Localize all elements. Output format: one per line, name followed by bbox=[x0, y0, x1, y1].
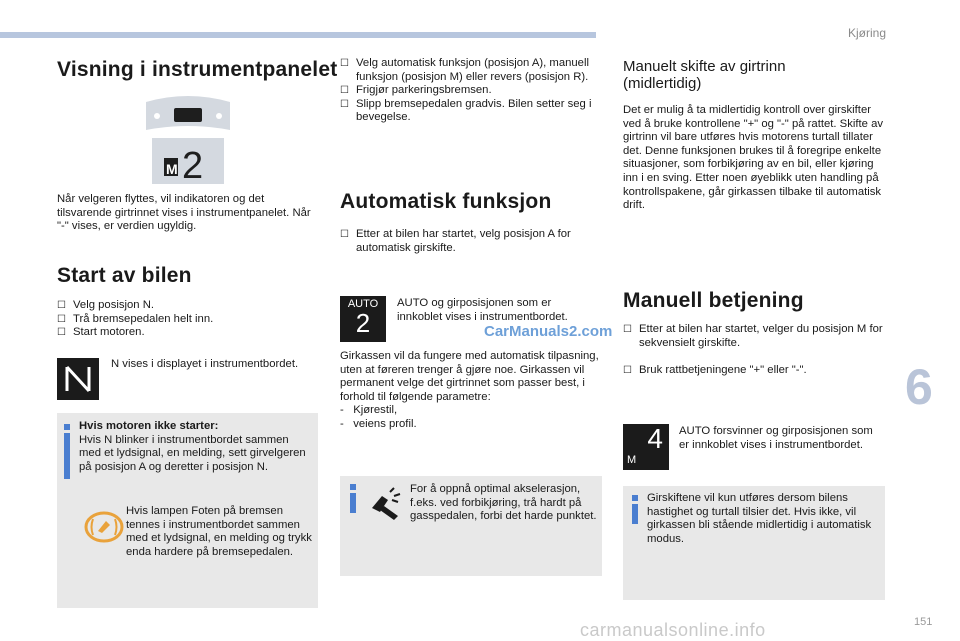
title-temp: Manuelt skifte av girtrinn (midlertidig) bbox=[623, 58, 786, 92]
manual-display-text: AUTO forsvinner og girposisjonen som er innkoblet vises i instrumentbordet. bbox=[679, 425, 873, 451]
checkbox-icon: ☐ bbox=[57, 313, 66, 325]
checkbox-icon: ☐ bbox=[623, 365, 632, 377]
list-item: ☐ Slipp bremsepedalen gradvis. Bilen setter seg i bevegelse. bbox=[340, 97, 592, 124]
checkbox-icon: ☐ bbox=[623, 324, 632, 335]
intro-steps bbox=[340, 57, 598, 125]
tip-text: For å oppnå optimal akselerasjon, f.eks. ved forbikjøring, trå hardt på gasspedalen, forbi det harde punktet. bbox=[410, 483, 597, 523]
list-item: ☐ Bruk rattbetjeningene "+" eller "-". bbox=[623, 364, 807, 377]
n-gear-icon bbox=[57, 358, 99, 400]
title-start: Start av bilen bbox=[57, 264, 192, 287]
foot-brake-text: Hvis lampen Foten på bremsen tennes i instrumentbordet sammen med et lydsignal, en melding og trykk enda hardere på bremsepedalen. bbox=[126, 505, 312, 558]
watermark: CarManuals2.com bbox=[484, 323, 613, 340]
footer-watermark: carmanualsonline.info bbox=[580, 620, 766, 640]
temp-text: Det er mulig å ta midlertidig kontroll over girskifter ved å bruke kontrollene "+" og "-" på rattet. Skifte av girtrinn vil bare utføres hvis motorens turtall tillater det. Denne funksjonen brukes til å foregripe enkelte situasjoner, som forbikjøring av en bil, eller kjøring inn i en sving. Etter noen øyeblikk uten handling på kontrollspakene, går girkassen tilbake til automatisk drift. bbox=[623, 104, 884, 212]
list-item: ☐ Velg posisjon N. bbox=[57, 299, 155, 311]
title-auto: Automatisk funksjon bbox=[340, 190, 552, 213]
brake-warning-icon bbox=[84, 511, 124, 543]
auto-step bbox=[340, 228, 602, 255]
checkbox-icon: ☐ bbox=[340, 85, 349, 97]
list-item: - Kjørestil, bbox=[340, 404, 398, 417]
list-item: ☐ Trå bremsepedalen helt inn. bbox=[57, 312, 214, 325]
auto-gear-icon: AUTO 2 bbox=[340, 296, 386, 342]
instrument-display-icon bbox=[140, 96, 236, 186]
list-item: ☐ Etter at bilen har startet, velger du posisjon M for sekvensielt girskifte. bbox=[623, 323, 883, 349]
title-display: Visning i instrumentpanelet bbox=[57, 58, 338, 81]
list-item: ☐ Velg automatisk funksjon (posisjon A), manuell funksjon (posisjon M) eller revers (posisjon R). bbox=[340, 57, 589, 83]
checkbox-icon: ☐ bbox=[57, 300, 66, 311]
checkbox-icon: ☐ bbox=[340, 98, 349, 110]
checkbox-icon: ☐ bbox=[57, 327, 66, 339]
accelerator-pedal-icon bbox=[368, 486, 404, 522]
svg-text:2: 2 bbox=[182, 145, 204, 186]
list-item: ☐ Frigjør parkeringsbremsen. bbox=[340, 84, 492, 97]
section-label: Kjøring bbox=[847, 26, 886, 40]
svg-text:M: M bbox=[166, 161, 178, 177]
list-item: - veiens profil. bbox=[340, 417, 417, 430]
warning-text-block bbox=[79, 420, 311, 474]
warning-text: Hvis N blinker i instrumentbordet sammen med et lydsignal, en melding, sett girvelgeren på posisjon A og deretter i posisjon N. bbox=[79, 433, 306, 473]
manual-steps bbox=[623, 323, 883, 378]
manual-gear-icon: 4 M bbox=[623, 424, 669, 470]
title-manual: Manuell betjening bbox=[623, 289, 804, 312]
list-item: ☐ Start motoren. bbox=[57, 326, 145, 339]
n-display-text: N vises i displayet i instrumentbordet. bbox=[111, 358, 299, 370]
display-description: Når velgeren flyttes, vil indikatoren og det tilsvarende girtrinnet vises i instrumentpanelet. Når "-" vises, er verdien ugyldig. bbox=[57, 193, 311, 233]
start-steps bbox=[57, 299, 307, 340]
auto-paragraph: Girkassen vil da fungere med automatisk tilpasning, uten at føreren trenger å gjøre noe. Girkassen vil permanent velge det girtrinnet som passer best, i forhold til følgende parametre: - Kjørestil, - veiens profil. bbox=[340, 350, 602, 432]
chapter-number: 6 bbox=[905, 359, 933, 415]
auto-display-text: AUTO og girposisjonen som er innkoblet vises i instrumentbordet. bbox=[397, 297, 568, 323]
checkbox-icon: ☐ bbox=[340, 58, 349, 69]
list-item: ☐ Etter at bilen har startet, velg posisjon A for automatisk girskifte. bbox=[340, 228, 571, 254]
warning-title: Hvis motoren ikke starter: bbox=[79, 420, 219, 432]
page-number: 151 bbox=[914, 616, 933, 628]
checkbox-icon: ☐ bbox=[340, 229, 349, 240]
info-text: Girskiftene vil kun utføres dersom bilens hastighet og turtall tilsier det. Hvis ikke, vil girkassen bli stående midlertidig i automatisk modus. bbox=[647, 492, 872, 545]
header-bar bbox=[0, 32, 596, 38]
